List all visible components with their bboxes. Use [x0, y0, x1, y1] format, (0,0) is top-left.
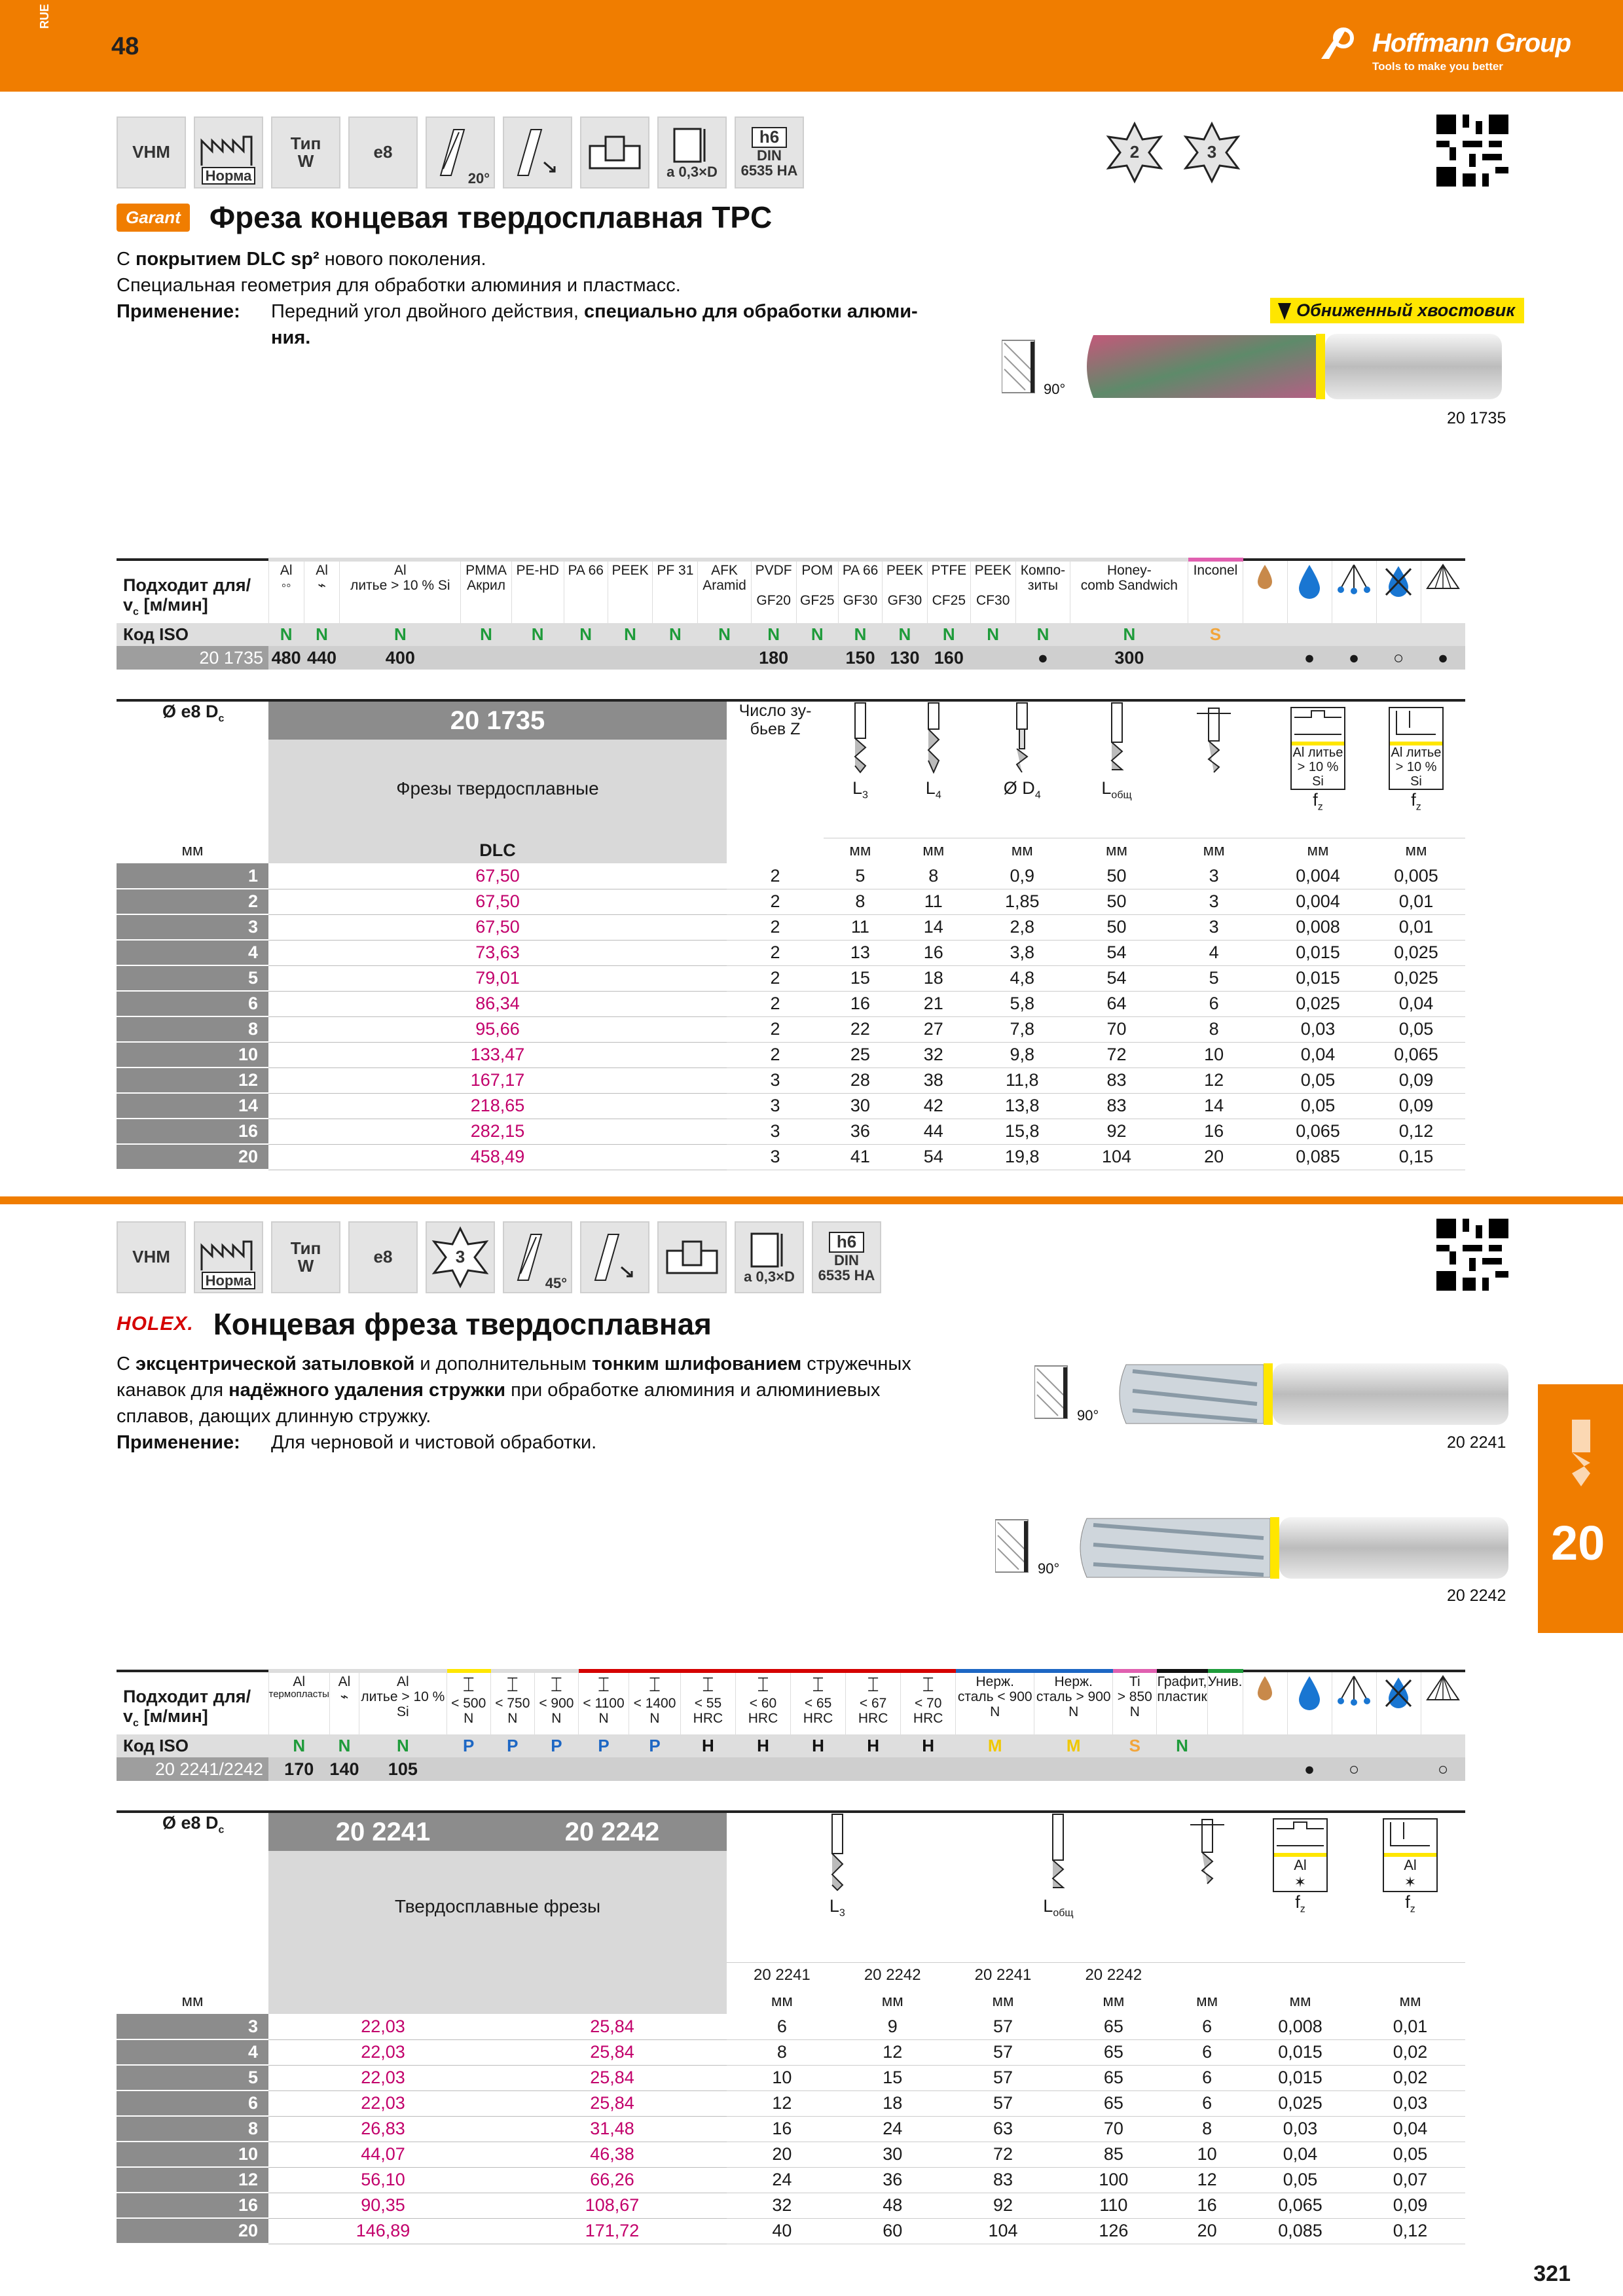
table-cell: 83: [1074, 1067, 1159, 1093]
table-cell: 3: [727, 1119, 824, 1144]
table-cell: 8: [727, 2039, 837, 2065]
drill-chapter-icon: [1561, 1417, 1601, 1489]
diameter-cell: 12: [117, 2167, 268, 2193]
table-cell: 2: [727, 991, 824, 1016]
table-cell: 30: [824, 1093, 897, 1119]
table-cell: 20: [1159, 1144, 1269, 1170]
table-cell: 0,025: [1269, 991, 1367, 1016]
diameter-cell: 12: [117, 1067, 268, 1093]
table-cell: 0,008: [1269, 914, 1367, 940]
diameter-cell: 14: [117, 1093, 268, 1119]
table-cell: 126: [1058, 2218, 1169, 2244]
table-cell: 13,8: [970, 1093, 1074, 1119]
table-cell: 0,015: [1269, 965, 1367, 991]
mql-spray-icon: [1332, 560, 1376, 623]
table-cell: 16: [824, 991, 897, 1016]
table-cell: 0,07: [1355, 2167, 1465, 2193]
flute-icons-row-1: [1100, 117, 1247, 188]
table-cell: 65: [1058, 2090, 1169, 2116]
table-cell: 36: [837, 2167, 948, 2193]
table-cell: 0,05: [1269, 1067, 1367, 1093]
table-cell: 6: [1169, 2065, 1245, 2090]
table-cell: 36: [824, 1119, 897, 1144]
table-cell: 0,025: [1245, 2090, 1355, 2116]
brand-tagline: Tools to make you better: [1372, 60, 1503, 73]
price-cell: 282,15: [268, 1119, 727, 1144]
table-cell: 0,05: [1245, 2167, 1355, 2193]
table-cell: 72: [1074, 1042, 1159, 1067]
qr-code-icon[interactable]: [1436, 115, 1508, 187]
chapter-side-tab[interactable]: 20: [1538, 1384, 1623, 1633]
norm-factory-icon-2: Норма: [194, 1221, 263, 1293]
two-flutes-icon: 2: [1100, 117, 1169, 188]
price-cell: 25,84: [498, 2065, 727, 2090]
table-cell: 32: [727, 2193, 837, 2218]
table-cell: 0,09: [1367, 1067, 1465, 1093]
table-cell: 24: [727, 2167, 837, 2193]
product-description-1: С покрытием DLC sp² нового поколения. Специальная геометрия для обработки алюминия и пластмасс. Применение: Передний угол двойного действия, специально для обработки алюми- ния.: [117, 249, 918, 348]
diameter-cell: 10: [117, 2142, 268, 2167]
table-cell: 0,065: [1269, 1119, 1367, 1144]
table-cell: 2: [727, 863, 824, 889]
table-row: [117, 1016, 1465, 1042]
price-cell: 56,10: [268, 2167, 498, 2193]
table-row: [117, 991, 1465, 1016]
product-heading-1: [117, 200, 772, 235]
material-vhm-icon-2: VHM: [117, 1221, 186, 1293]
table-cell: 27: [897, 1016, 970, 1042]
type-w-icon-2: Тип W: [271, 1221, 340, 1293]
spec-icons-row-2: [117, 1221, 881, 1293]
price-cell: 108,67: [498, 2193, 727, 2218]
price-cell: 86,34: [268, 991, 727, 1016]
table-cell: 25: [824, 1042, 897, 1067]
table-cell: 0,02: [1355, 2039, 1465, 2065]
table-cell: 0,05: [1355, 2142, 1465, 2167]
table-row: [117, 965, 1465, 991]
price-cell: 90,35: [268, 2193, 498, 2218]
table-cell: 13: [824, 940, 897, 965]
table-cell: 16: [897, 940, 970, 965]
hoffmann-logo-icon: [1320, 26, 1366, 60]
table-cell: 12: [837, 2039, 948, 2065]
image-code-2242: 20 2242: [1447, 1587, 1506, 1605]
table-cell: 65: [1058, 2039, 1169, 2065]
page-number: 321: [1533, 2261, 1571, 2286]
table-cell: 54: [1074, 965, 1159, 991]
table-cell: 6: [1159, 991, 1269, 1016]
diameter-cell: 20: [117, 2218, 268, 2244]
price-cell: 22,03: [268, 2039, 498, 2065]
diameter-cell: 5: [117, 2065, 268, 2090]
price-cell: 22,03: [268, 2065, 498, 2090]
table-cell: 0,03: [1355, 2090, 1465, 2116]
table-row: [117, 2065, 1465, 2090]
table-cell: 65: [1058, 2014, 1169, 2039]
table-cell: 57: [948, 2065, 1059, 2090]
table-cell: 20: [727, 2142, 837, 2167]
table-cell: 30: [837, 2142, 948, 2167]
table-cell: 15: [837, 2065, 948, 2090]
table-row: [117, 2218, 1465, 2244]
table-cell: 8: [897, 863, 970, 889]
table-cell: 2: [727, 889, 824, 914]
product-heading-2: [117, 1306, 712, 1342]
diameter-cell: 4: [117, 940, 268, 965]
table-cell: 9,8: [970, 1042, 1074, 1067]
table-cell: 4: [1159, 940, 1269, 965]
table-cell: 0,9: [970, 863, 1074, 889]
table-row: [117, 914, 1465, 940]
table-cell: 22: [824, 1016, 897, 1042]
diameter-cell: 20: [117, 1144, 268, 1170]
price-cell: 26,83: [268, 2116, 498, 2142]
table-cell: 50: [1074, 863, 1159, 889]
table-cell: 21: [897, 991, 970, 1016]
product-title-2: Концевая фреза твердосплавная: [213, 1307, 712, 1341]
table-cell: 65: [1058, 2065, 1169, 2090]
table-cell: 4,8: [970, 965, 1074, 991]
brand-name: Hoffmann Group: [1372, 28, 1571, 58]
table-cell: 19,8: [970, 1144, 1074, 1170]
table-cell: 8: [1169, 2116, 1245, 2142]
table-row: [117, 2090, 1465, 2116]
type-w-icon: Тип W: [271, 117, 340, 188]
table-row: [117, 2039, 1465, 2065]
table-cell: 3: [727, 1067, 824, 1093]
table-cell: 0,01: [1355, 2014, 1465, 2039]
material-suitability-table-1: Подходит для/ $v_c$ [м/мин] Al ◦◦ Al ⌁ Al литье > 10 % Si PMMA Акрил PE-HD PA 66 PEEK PF 31 AFK Aramid PVDF GF20 POM GF25 PA 66 GF30 PEEK GF30 PTFE CF25 PEEK CF30 Компо- зиты Honey- comb Sandwich Inconel Код ISO N N N N N N N N N N N N N N N N N S 20 1735 480 440 400 180 150 130 160 ● 300 ● ● ○ ●: [117, 558, 1465, 670]
shank-h6-icon: h6 DIN 6535 HA: [735, 117, 804, 188]
dry-cutting-icon: [1243, 560, 1287, 623]
slot-milling-icon: [580, 117, 649, 188]
holex-end-mill-image-1: [1034, 1358, 1512, 1430]
table-cell: 60: [837, 2218, 948, 2244]
table-cell: 0,03: [1245, 2116, 1355, 2142]
cutting-direction-icon: [503, 117, 572, 188]
table-cell: 0,085: [1245, 2218, 1355, 2244]
tolerance-e8-icon: e8: [348, 117, 418, 188]
table-cell: 100: [1058, 2167, 1169, 2193]
price-cell: 146,89: [268, 2218, 498, 2244]
table-cell: 6: [1169, 2090, 1245, 2116]
price-cell: 25,84: [498, 2090, 727, 2116]
depth-of-cut-icon: a 0,3×D: [657, 117, 727, 188]
table-row: [117, 2142, 1465, 2167]
table-cell: 10: [1169, 2142, 1245, 2167]
diameter-cell: 10: [117, 1042, 268, 1067]
table-cell: 0,008: [1245, 2014, 1355, 2039]
table-cell: 0,025: [1367, 965, 1465, 991]
table-cell: 12: [727, 2090, 837, 2116]
table-cell: 83: [948, 2167, 1059, 2193]
table-cell: 2: [727, 965, 824, 991]
table-cell: 0,005: [1367, 863, 1465, 889]
table-cell: 16: [1159, 1119, 1269, 1144]
dimensions-table-1: Ø e8 $D_c$ 20 1735 Число зу-бьев Z $L_3$ $L_4$ Ø $D_4$ $L_{общ}$ Al литье > 10 % Si $f_z$ Al литье > 10 % Si $f_z$ Фрезы твердосплавные мм DLC мм мм мм мм мм мм мм 1 67,50 2 5 8 0,9 50 3 0,004 0,005 2 67,50 2 8 11 1,85 50 3 0,004 0,01 3 67,50 2 11 14 2,8 50 3 0,008 0,01 4 73,63 2 13 16 3,8 54 4 0,015 0,025 5 79,01 2 15 18 4,8 54 5 0,015 0,025 6 86,34 2 16 21 5,8 64 6 0,025 0,04 8 95,66 2 22 27 7,8 70 8 0,03 0,05 10 133,47 2 25 32 9,8 72 10 0,04 0,065 12 167,17 3 28 38 11,8 83 12 0,05 0,09 14 218,65 3 30 42 13,8 83 14 0,05 0,09 16 282,15 3 36 44 15,8 92 16 0,065 0,12 20 458,49 3 41 54 19,8 104 20 0,085 0,15: [117, 699, 1465, 1170]
table-cell: 12: [1169, 2167, 1245, 2193]
table-cell: 63: [948, 2116, 1059, 2142]
price-cell: 22,03: [268, 2014, 498, 2039]
angle-label-1: 90°: [1044, 381, 1066, 397]
table-cell: 15,8: [970, 1119, 1074, 1144]
table-cell: 2,8: [970, 914, 1074, 940]
product-title-1: Фреза концевая твердосплавная TPC: [209, 200, 773, 234]
table-row: [117, 863, 1465, 889]
price-cell: 25,84: [498, 2014, 727, 2039]
table-cell: 0,004: [1269, 889, 1367, 914]
price-cell: 67,50: [268, 914, 727, 940]
table-cell: 48: [837, 2193, 948, 2218]
table-row: [117, 940, 1465, 965]
price-cell: 218,65: [268, 1093, 727, 1119]
table-cell: 0,085: [1269, 1144, 1367, 1170]
diameter-cell: 8: [117, 2116, 268, 2142]
diameter-cell: 16: [117, 2193, 268, 2218]
diameter-cell: 1: [117, 863, 268, 889]
table-cell: 0,065: [1367, 1042, 1465, 1067]
holex-end-mill-image-2: [995, 1512, 1512, 1584]
table-row: [117, 889, 1465, 914]
material-suitability-table-2: Подходит для/ $v_c$ [м/мин] Al термопласты Al ⌁ Al литье > 10 % Si ⌶ < 500 N ⌶ < 750 N ⌶ < 900 N ⌶ < 1100 N ⌶ < 1400 N ⌶ < 55 HRC ⌶ < 60 HRC ⌶ < 65 HRC ⌶ < 67 HRC ⌶ < 70 HRC Нерж. сталь < 900 N Нерж. сталь > 900 N Ti > 850 N Графит, пластик Унив. Код ISO N N N P P P P P H H H H H M M S N 20 2241/2242 170 140 105 ● ○ ○: [117, 1669, 1465, 1781]
slot-milling-icon-2: [657, 1221, 727, 1293]
price-cell: 133,47: [268, 1042, 727, 1067]
table-cell: 6: [1169, 2039, 1245, 2065]
table-cell: 5: [1159, 965, 1269, 991]
table-cell: 11: [897, 889, 970, 914]
three-flutes-icon-2: 3: [426, 1221, 495, 1293]
cutting-direction-icon-2: [580, 1221, 649, 1293]
table-cell: 16: [727, 2116, 837, 2142]
table-cell: 5,8: [970, 991, 1074, 1016]
table-cell: 57: [948, 2039, 1059, 2065]
qr-code-icon-2[interactable]: [1436, 1219, 1508, 1291]
table-row: [117, 1119, 1465, 1144]
price-cell: 46,38: [498, 2142, 727, 2167]
header-bar: [0, 0, 1623, 92]
air-blast-icon: [1421, 560, 1465, 623]
table-cell: 5: [824, 863, 897, 889]
diameter-cell: 2: [117, 889, 268, 914]
price-cell: 171,72: [498, 2218, 727, 2244]
table-cell: 0,01: [1367, 914, 1465, 940]
dimensions-table-2: Ø e8 $D_c$ 20 2241 20 2242 $L_3$ $L_{общ}$ Al ✶ $f_z$ Al ✶ $f_z$ Твердосплавные фрезы 20 2241 20 2242 20 2241 20 2242 мм мм мм мм мм мм мм мм 3 22,03 25,84 6 9 57 65 6 0,008 0,01 4 22,03 25,84 8 12 57 65 6 0,015 0,02 5 22,03 25,84 10 15 57 65 6 0,015 0,02 6 22,03 25,84 12 18 57 65 6 0,025 0,03 8 26,83 31,48 16 24 63 70 8 0,03 0,04 10 44,07 46,38 20 30 72 85 10 0,04 0,05 12 56,10 66,26 24 36 83 100 12 0,05 0,07 16 90,35 108,67 32 48 92 110 16 0,065 0,09 20 146,89 171,72 40 60 104 126 20 0,085 0,12: [117, 1810, 1465, 2244]
table-cell: 50: [1074, 889, 1159, 914]
table-cell: 3: [727, 1144, 824, 1170]
table-cell: 54: [897, 1144, 970, 1170]
product-description-2: С эксцентрической затыловкой и дополнительным тонким шлифованием стружечных канавок для надёжного удаления стружки при обработке алюминия и алюминиевых сплавов, дающих длинную стружку. Применение: Для черновой и чистовой обработки.: [117, 1354, 911, 1453]
price-cell: 73,63: [268, 940, 727, 965]
brand-logo: [1320, 26, 1571, 73]
table-cell: 6: [727, 2014, 837, 2039]
table-cell: 1,85: [970, 889, 1074, 914]
price-cell: 31,48: [498, 2116, 727, 2142]
angle-label-3: 90°: [1038, 1560, 1060, 1577]
price-cell: 79,01: [268, 965, 727, 991]
table-cell: 57: [948, 2090, 1059, 2116]
table-row: [117, 2014, 1465, 2039]
table-cell: 0,05: [1367, 1016, 1465, 1042]
table-cell: 11,8: [970, 1067, 1074, 1093]
emulsion-icon: [1287, 560, 1332, 623]
table-cell: 72: [948, 2142, 1059, 2167]
diameter-cell: 6: [117, 2090, 268, 2116]
table-cell: 85: [1058, 2142, 1169, 2167]
tpc-end-mill-image: [1002, 327, 1512, 406]
language-code: RUE: [38, 3, 51, 29]
shank-h6-icon-2: h6 DIN 6535 HA: [812, 1221, 881, 1293]
table-cell: 2: [727, 914, 824, 940]
table-cell: 2: [727, 940, 824, 965]
table-cell: 32: [897, 1042, 970, 1067]
table-cell: 0,12: [1355, 2218, 1465, 2244]
table-cell: 70: [1074, 1016, 1159, 1042]
table-cell: 0,01: [1367, 889, 1465, 914]
table-row: [117, 2193, 1465, 2218]
table-cell: 0,09: [1355, 2193, 1465, 2218]
diameter-cell: 3: [117, 2014, 268, 2039]
helix-angle-icon: 20°: [426, 117, 495, 188]
table-cell: 83: [1074, 1093, 1159, 1119]
table-cell: 6: [1169, 2014, 1245, 2039]
table-cell: 7,8: [970, 1016, 1074, 1042]
spec-icons-row-1: [117, 117, 804, 188]
table-cell: 14: [897, 914, 970, 940]
table-cell: 92: [1074, 1119, 1159, 1144]
table-cell: 57: [948, 2014, 1059, 2039]
table-cell: 10: [727, 2065, 837, 2090]
table-cell: 18: [897, 965, 970, 991]
section-divider: [0, 1196, 1623, 1204]
table-row: [117, 1093, 1465, 1119]
table-cell: 0,09: [1367, 1093, 1465, 1119]
angle-label-2: 90°: [1077, 1407, 1099, 1424]
holex-brand-badge: HOLEX.: [117, 1313, 194, 1335]
table-cell: 9: [837, 2014, 948, 2039]
table-cell: 0,05: [1269, 1093, 1367, 1119]
table-cell: 54: [1074, 940, 1159, 965]
price-cell: 25,84: [498, 2039, 727, 2065]
diameter-cell: 5: [117, 965, 268, 991]
table-cell: 12: [1159, 1067, 1269, 1093]
diameter-cell: 6: [117, 991, 268, 1016]
price-cell: 458,49: [268, 1144, 727, 1170]
table-cell: 3: [1159, 863, 1269, 889]
table-cell: 104: [1074, 1144, 1159, 1170]
table-cell: 0,15: [1367, 1144, 1465, 1170]
price-cell: 167,17: [268, 1067, 727, 1093]
table-cell: 0,015: [1245, 2065, 1355, 2090]
table-cell: 10: [1159, 1042, 1269, 1067]
table-cell: 70: [1058, 2116, 1169, 2142]
reduced-shank-tag: Обниженный хвостовик: [1270, 298, 1524, 323]
table-cell: 16: [1169, 2193, 1245, 2218]
diameter-cell: 4: [117, 2039, 268, 2065]
price-cell: 22,03: [268, 2090, 498, 2116]
table-cell: 0,03: [1269, 1016, 1367, 1042]
table-row: [117, 1144, 1465, 1170]
garant-brand-badge: Garant: [117, 204, 190, 232]
table-cell: 28: [824, 1067, 897, 1093]
material-vhm-icon: VHM: [117, 117, 186, 188]
table-cell: 0,025: [1367, 940, 1465, 965]
price-cell: 95,66: [268, 1016, 727, 1042]
table-cell: 104: [948, 2218, 1059, 2244]
table-row: [117, 2116, 1465, 2142]
table-cell: 0,04: [1269, 1042, 1367, 1067]
price-cell: 67,50: [268, 889, 727, 914]
table-cell: 42: [897, 1093, 970, 1119]
helix-angle-icon-2: 45°: [503, 1221, 572, 1293]
table-cell: 2: [727, 1042, 824, 1067]
diameter-cell: 3: [117, 914, 268, 940]
table-row: [117, 1067, 1465, 1093]
table-cell: 3: [1159, 914, 1269, 940]
tolerance-e8-icon-2: e8: [348, 1221, 418, 1293]
table-cell: 0,004: [1269, 863, 1367, 889]
image-code-1: 20 1735: [1447, 409, 1506, 427]
table-cell: 38: [897, 1067, 970, 1093]
table-cell: 20: [1169, 2218, 1245, 2244]
table-cell: 0,04: [1367, 991, 1465, 1016]
image-code-2241: 20 2241: [1447, 1433, 1506, 1452]
table-cell: 110: [1058, 2193, 1169, 2218]
no-coolant-icon: [1376, 560, 1421, 623]
table-cell: 92: [948, 2193, 1059, 2218]
three-flutes-icon: 3: [1177, 117, 1247, 188]
diameter-cell: 8: [117, 1016, 268, 1042]
table-cell: 24: [837, 2116, 948, 2142]
table-cell: 11: [824, 914, 897, 940]
table-cell: 0,04: [1245, 2142, 1355, 2167]
table-cell: 0,02: [1355, 2065, 1465, 2090]
table-cell: 0,12: [1367, 1119, 1465, 1144]
table-cell: 3: [727, 1093, 824, 1119]
table-cell: 8: [824, 889, 897, 914]
table-cell: 64: [1074, 991, 1159, 1016]
table-cell: 0,065: [1245, 2193, 1355, 2218]
table-cell: 8: [1159, 1016, 1269, 1042]
table-cell: 3: [1159, 889, 1269, 914]
price-cell: 67,50: [268, 863, 727, 889]
table-cell: 2: [727, 1016, 824, 1042]
table-row: [117, 2167, 1465, 2193]
depth-of-cut-icon-2: a 0,3×D: [735, 1221, 804, 1293]
table-cell: 41: [824, 1144, 897, 1170]
table-cell: 18: [837, 2090, 948, 2116]
table-cell: 0,015: [1269, 940, 1367, 965]
price-cell: 66,26: [498, 2167, 727, 2193]
product-code-20-1735: 20 1735: [268, 700, 727, 740]
table-cell: 15: [824, 965, 897, 991]
table-cell: 50: [1074, 914, 1159, 940]
table-cell: 14: [1159, 1093, 1269, 1119]
catalog-page-number: 48: [111, 33, 139, 60]
table-cell: 0,015: [1245, 2039, 1355, 2065]
table-row: [117, 1042, 1465, 1067]
norm-factory-icon: Норма: [194, 117, 263, 188]
diameter-cell: 16: [117, 1119, 268, 1144]
table-cell: 0,04: [1355, 2116, 1465, 2142]
table-cell: 40: [727, 2218, 837, 2244]
price-cell: 44,07: [268, 2142, 498, 2167]
table-cell: 44: [897, 1119, 970, 1144]
table-cell: 3,8: [970, 940, 1074, 965]
